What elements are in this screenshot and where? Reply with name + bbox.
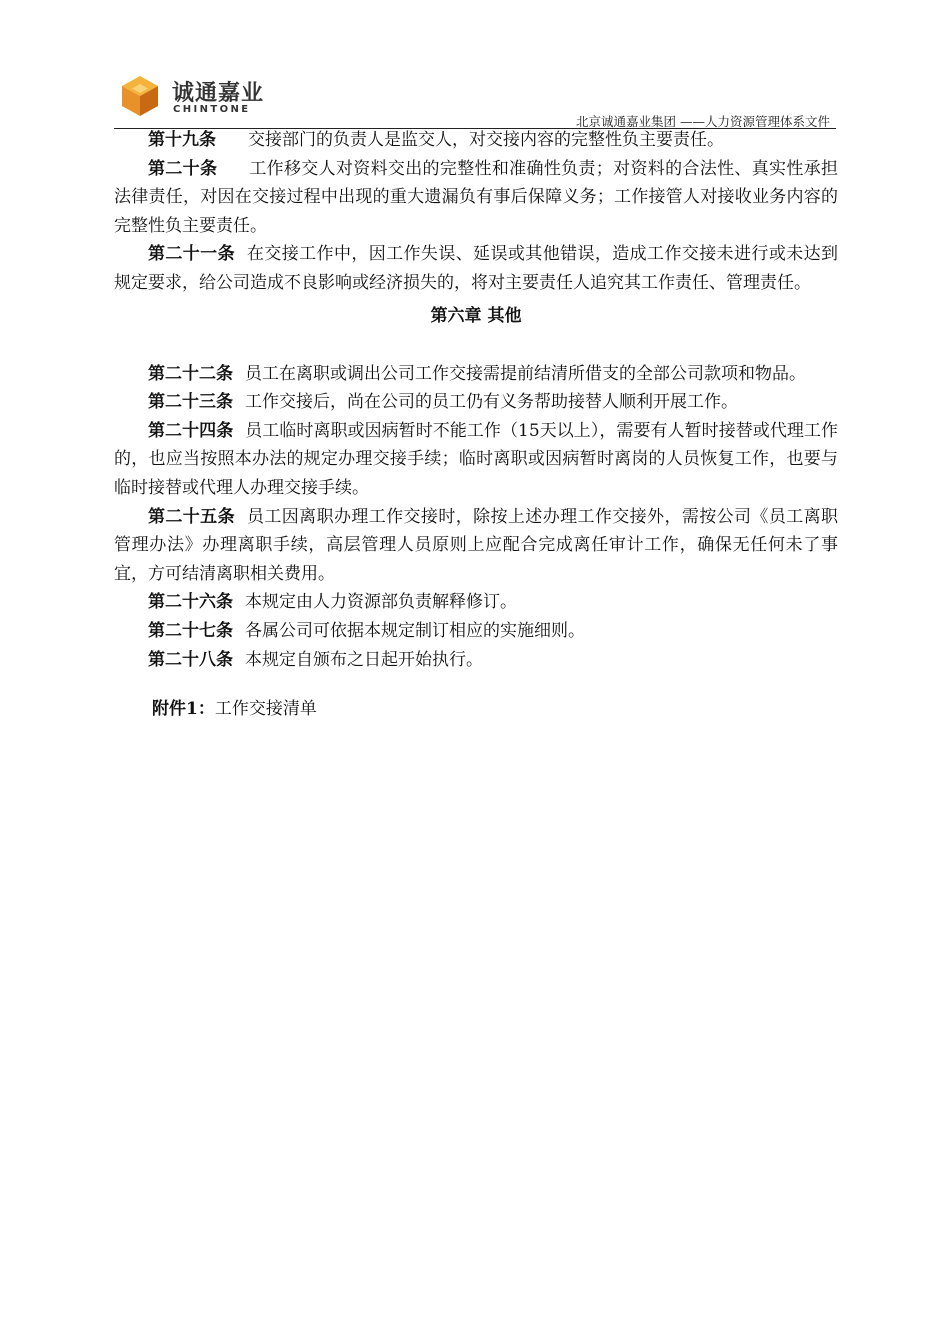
article-number: 第十九条 bbox=[148, 130, 216, 150]
article-text: 本规定自颁布之日起开始执行。 bbox=[245, 649, 483, 670]
article-20 bbox=[114, 155, 838, 241]
article-25 bbox=[114, 503, 838, 589]
article-text: 员工临时离职或因病暂时不能工作（15天以上），需要有人暂时接替或代理工作的，也应当按照本办法的规定办理交接手续；临时离职或因病暂时离岗的人员恢复工作，也要与临时接替或代理人办理交接手续。 bbox=[114, 420, 839, 498]
article-number: 第二十条 bbox=[148, 158, 218, 179]
chapter-heading: 第六章 其他 bbox=[430, 305, 522, 326]
document-body bbox=[114, 126, 838, 724]
article-23 bbox=[114, 388, 838, 417]
company-logo bbox=[120, 74, 270, 122]
article-26 bbox=[114, 588, 838, 617]
article-text: 员工因离职办理工作交接时，除按上述办理工作交接外，需按公司《员工离职管理办法》办理离职手续，高层管理人员原则上应配合完成离任审计工作，确保无任何未了事宜，方可结清离职相关费用。 bbox=[114, 506, 839, 584]
article-19 bbox=[114, 126, 838, 155]
article-text: 工作移交人对资料交出的完整性和准确性负责；对资料的合法性、真实性承担法律责任，对因在交接过程中出现的重大遗漏负有事后保障义务；工作接管人对接收业务内容的完整性负主要责任。 bbox=[114, 158, 839, 236]
article-number: 第二十七条 bbox=[148, 620, 233, 641]
attachment-title: 工作交接清单 bbox=[214, 699, 317, 720]
logo-chinese-name: 诚通嘉业 bbox=[172, 81, 265, 106]
article-28 bbox=[114, 646, 838, 675]
attachment-line bbox=[114, 695, 838, 724]
article-24 bbox=[114, 417, 838, 503]
article-number: 第二十六条 bbox=[148, 592, 233, 613]
article-number: 第二十四条 bbox=[148, 420, 234, 441]
article-text: 工作交接后，尚在公司的员工仍有义务帮助接替人顺利开展工作。 bbox=[245, 392, 738, 413]
logo-english-name: CHINTONE bbox=[173, 104, 251, 115]
document-series-title: 北京诚通嘉业集团 ——人力资源管理体系文件 bbox=[576, 114, 830, 129]
article-21 bbox=[114, 240, 838, 297]
article-text: 员工在离职或调出公司工作交接需提前结清所借支的全部公司款项和物品。 bbox=[245, 363, 806, 384]
attachment-label: 附件1： bbox=[152, 699, 215, 720]
article-text: 在交接工作中，因工作失误、延误或其他错误，造成工作交接未进行或未达到规定要求，给公司造成不良影响或经济损失的，将对主要责任人追究其工作责任、管理责任。 bbox=[114, 244, 839, 293]
article-number: 第二十五条 bbox=[148, 506, 235, 527]
logo-cube-icon bbox=[120, 74, 160, 118]
page-header bbox=[114, 66, 836, 130]
article-27 bbox=[114, 617, 838, 646]
article-number: 第二十三条 bbox=[148, 392, 233, 413]
article-text: 交接部门的负责人是监交人，对交接内容的完整性负主要责任。 bbox=[248, 130, 724, 150]
article-number: 第二十八条 bbox=[148, 649, 233, 670]
article-number: 第二十二条 bbox=[148, 363, 233, 384]
article-text: 各属公司可依据本规定制订相应的实施细则。 bbox=[245, 620, 585, 641]
article-22 bbox=[114, 360, 838, 389]
article-number: 第二十一条 bbox=[148, 244, 235, 265]
article-text: 本规定由人力资源部负责解释修订。 bbox=[245, 592, 517, 613]
